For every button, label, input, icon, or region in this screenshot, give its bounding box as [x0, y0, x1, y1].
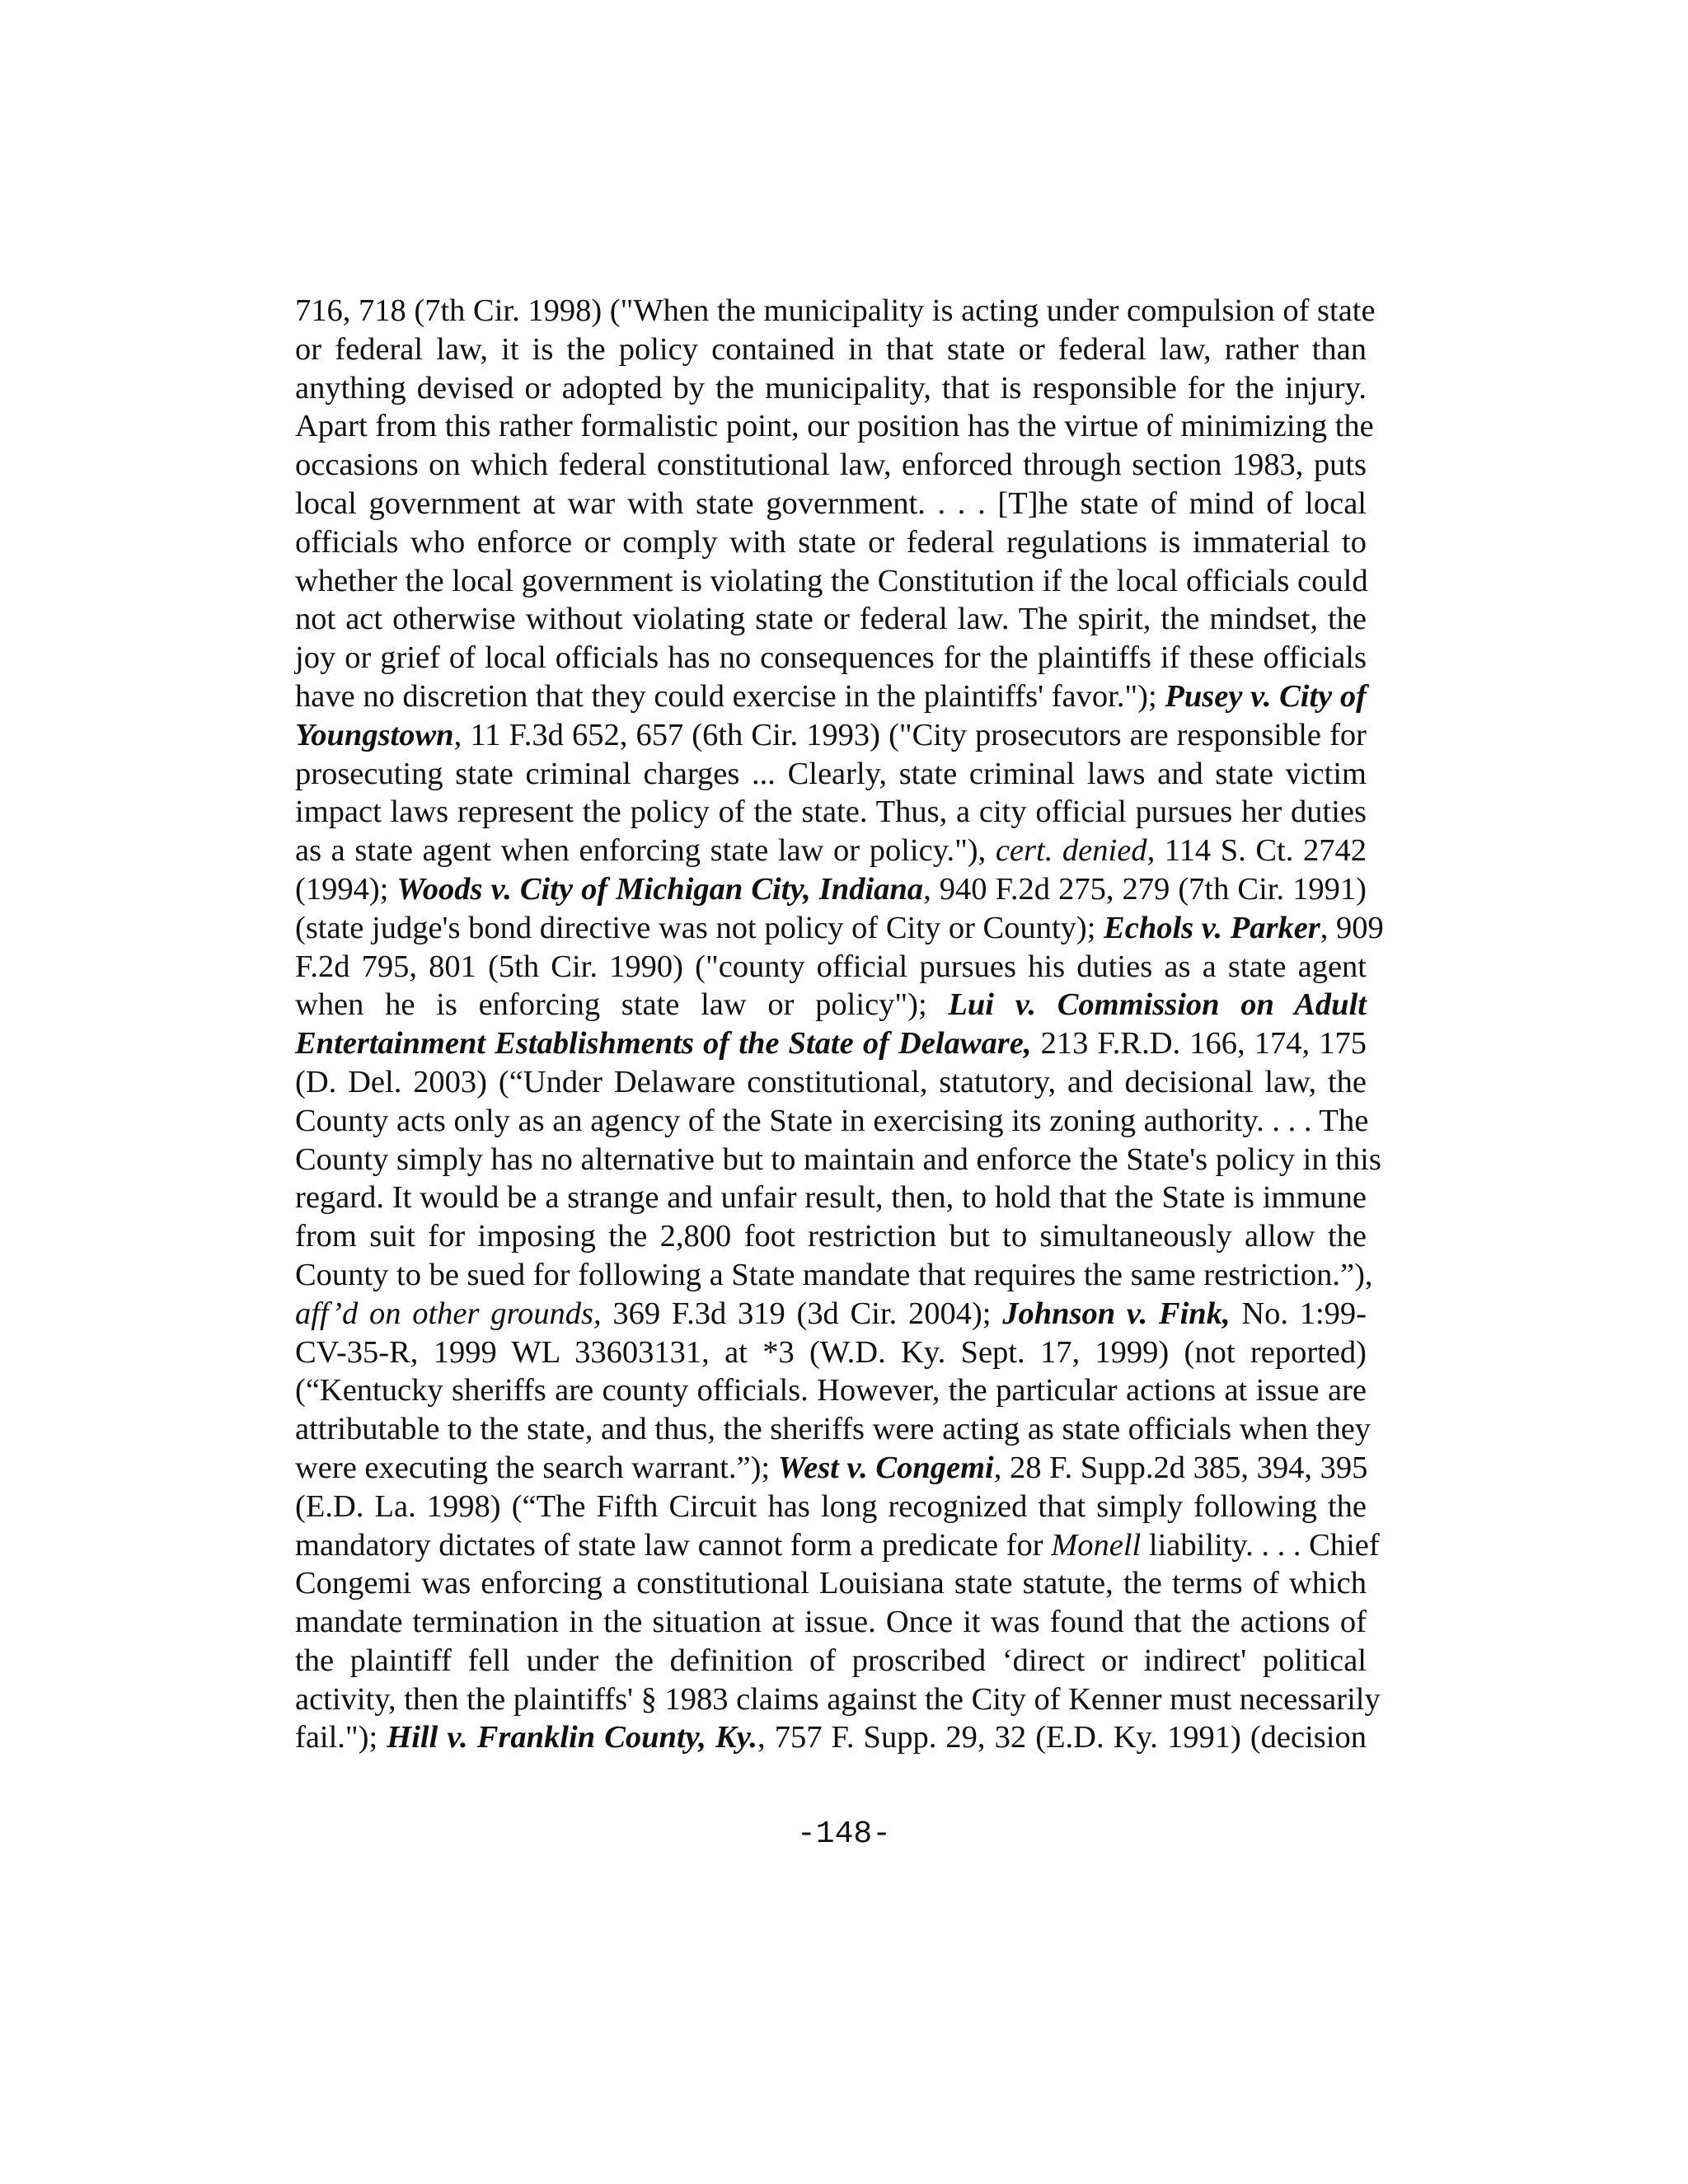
text-line — [295, 1333, 1367, 1372]
text-line — [295, 832, 1367, 870]
text-run: mandatory dictates of state law cannot form a predicate for — [295, 1527, 1052, 1563]
text-run: Apart from this rather formalistic point, our position has the virtue of minimizing the — [295, 409, 1374, 444]
text-run: County acts only as an agency of the State in exercising its zoning authority. . . . The — [295, 1103, 1369, 1138]
case-citation: Woods v. City of Michigan City, Indiana — [396, 871, 924, 907]
page-number: -148- — [796, 1816, 892, 1852]
text-run: occasions on which federal constitutional law, enforced through section 1983, puts — [295, 448, 1367, 483]
text-line — [295, 600, 1367, 639]
text-line — [295, 639, 1367, 677]
text-line — [295, 1603, 1367, 1642]
text-run: , 114 S. Ct. 2742 — [1146, 833, 1367, 869]
text-line — [295, 407, 1374, 446]
case-citation: West v. Congemi — [777, 1450, 994, 1485]
text-run: attributable to the state, and thus, the sheriffs were acting as state officials when they — [295, 1412, 1372, 1447]
text-line — [295, 677, 1367, 716]
text-run: from suit for imposing the 2,800 foot restriction but to simultaneously allow the — [295, 1219, 1367, 1254]
case-citation: Youngstown — [295, 717, 454, 752]
text-run: (D. Del. 2003) (“Under Delaware constitutional, statutory, and decisional law, the — [295, 1064, 1367, 1099]
text-run: have no discretion that they could exercise in the plaintiffs' favor."); — [295, 678, 1165, 714]
text-line — [295, 755, 1367, 794]
text-line — [295, 292, 1376, 330]
text-line — [295, 1024, 1367, 1063]
text-run: officials who enforce or comply with state or federal regulations is immaterial to — [295, 524, 1367, 560]
text-line — [295, 1526, 1380, 1565]
text-run: County to be sued for following a State mandate that requires the same restriction.”), — [295, 1257, 1373, 1292]
body-text — [295, 292, 1384, 1757]
text-run: (E.D. La. 1998) (“The Fifth Circuit has long recognized that simply following the — [295, 1488, 1367, 1524]
text-run: local government at war with state government. . . . [T]he state of mind of local — [295, 485, 1367, 521]
text-run: fail."); — [295, 1720, 387, 1755]
text-run: impact laws represent the policy of the state. Thus, a city official pursues her duties — [295, 794, 1367, 830]
text-line — [295, 1295, 1367, 1333]
text-line — [295, 1718, 1367, 1757]
text-run: anything devised or adopted by the municipality, that is responsible for the injury. — [295, 370, 1367, 405]
text-line — [295, 1141, 1381, 1179]
text-run: 369 F.3d 319 (3d Cir. 2004); — [601, 1296, 1003, 1331]
text-line — [295, 1488, 1367, 1526]
text-line — [295, 716, 1367, 755]
text-line — [295, 446, 1367, 485]
text-line — [295, 1102, 1367, 1141]
text-run: mandate termination in the situation at issue. Once it was found that the actions of — [295, 1605, 1367, 1640]
text-line — [295, 870, 1367, 909]
text-line — [295, 485, 1367, 523]
case-citation: Entertainment Establishments of the State of Delaware, — [295, 1026, 1032, 1062]
case-citation: Lui v. Commission on Adult — [948, 987, 1367, 1023]
text-run: liability. . . . Chief — [1141, 1527, 1380, 1563]
text-run: as a state agent when enforcing state law or policy."), — [295, 833, 996, 869]
text-run: (“Kentucky sheriffs are county officials. However, the particular actions at issue are — [295, 1373, 1367, 1408]
case-citation: Echols v. Parker — [1104, 910, 1320, 945]
text-line — [295, 1371, 1367, 1410]
text-run: the plaintiff fell under the definition of proscribed ‘direct or indirect' political — [295, 1643, 1367, 1678]
text-run: prosecuting state criminal charges ... Clearly, state criminal laws and state victim — [295, 756, 1367, 791]
case-citation: aff’d on other grounds, — [295, 1296, 602, 1331]
text-line — [295, 1256, 1373, 1295]
text-run: 716, 718 (7th Cir. 1998) ("When the municipality is acting under compulsion of state — [295, 293, 1376, 328]
text-line — [295, 1449, 1367, 1488]
text-run: County simply has no alternative but to maintain and enforce the State's policy in this — [295, 1141, 1381, 1177]
text-run: (1994); — [295, 871, 397, 907]
case-citation: Pusey v. City of — [1165, 678, 1367, 714]
text-run: 213 F.R.D. 166, 174, 175 — [1031, 1026, 1367, 1062]
text-line — [295, 562, 1367, 601]
text-line — [295, 909, 1384, 948]
text-run: Congemi was enforcing a constitutional Louisiana state statute, the terms of which — [295, 1566, 1367, 1601]
text-run: , 940 F.2d 275, 279 (7th Cir. 1991) — [923, 871, 1367, 907]
text-line — [295, 1410, 1372, 1449]
text-line — [295, 330, 1367, 369]
text-run: No. 1:99- — [1230, 1296, 1367, 1331]
case-citation: Hill v. Franklin County, Ky. — [387, 1720, 757, 1755]
text-run: regard. It would be a strange and unfair result, then, to hold that the State is immune — [295, 1180, 1367, 1216]
text-line — [295, 1564, 1367, 1603]
text-line — [295, 369, 1367, 408]
text-run: , 11 F.3d 652, 657 (6th Cir. 1993) ("City prosecutors are responsible for — [453, 717, 1367, 752]
text-run: activity, then the plaintiffs' § 1983 claims against the City of Kenner must necessarily — [295, 1681, 1381, 1717]
text-line — [295, 1179, 1367, 1217]
text-run: (state judge's bond directive was not policy of City or County); — [295, 910, 1104, 945]
text-line — [295, 1680, 1381, 1719]
text-line — [295, 1217, 1367, 1256]
case-citation: Johnson v. Fink, — [1002, 1296, 1231, 1331]
text-line — [295, 948, 1367, 987]
case-citation: cert. denied — [995, 833, 1147, 869]
text-run: when he is enforcing state law or policy"); — [295, 987, 949, 1023]
text-run: F.2d 795, 801 (5th Cir. 1990) ("county official pursues his duties as a state agent — [295, 949, 1367, 984]
text-line — [295, 793, 1367, 832]
text-run: , 909 — [1320, 910, 1384, 945]
text-run: joy or grief of local officials has no consequences for the plaintiffs if these officials — [295, 640, 1367, 676]
text-run: , 757 F. Supp. 29, 32 (E.D. Ky. 1991) (decision — [757, 1720, 1367, 1755]
text-run: or federal law, it is the policy contained in that state or federal law, rather than — [295, 331, 1367, 367]
text-run: , 28 F. Supp.2d 385, 394, 395 — [993, 1450, 1368, 1485]
text-line — [295, 1063, 1367, 1102]
text-run: CV-35-R, 1999 WL 33603131, at *3 (W.D. Ky. Sept. 17, 1999) (not reported) — [295, 1334, 1367, 1370]
text-line — [295, 523, 1367, 562]
text-run: were executing the search warrant.”); — [295, 1450, 778, 1485]
text-run: whether the local government is violating the Constitution if the local officials could — [295, 563, 1368, 598]
case-citation: Monell — [1051, 1527, 1142, 1563]
text-line — [295, 1642, 1367, 1680]
text-run: not act otherwise without violating state or federal law. The spirit, the mindset, the — [295, 602, 1367, 637]
text-line — [295, 986, 1367, 1024]
